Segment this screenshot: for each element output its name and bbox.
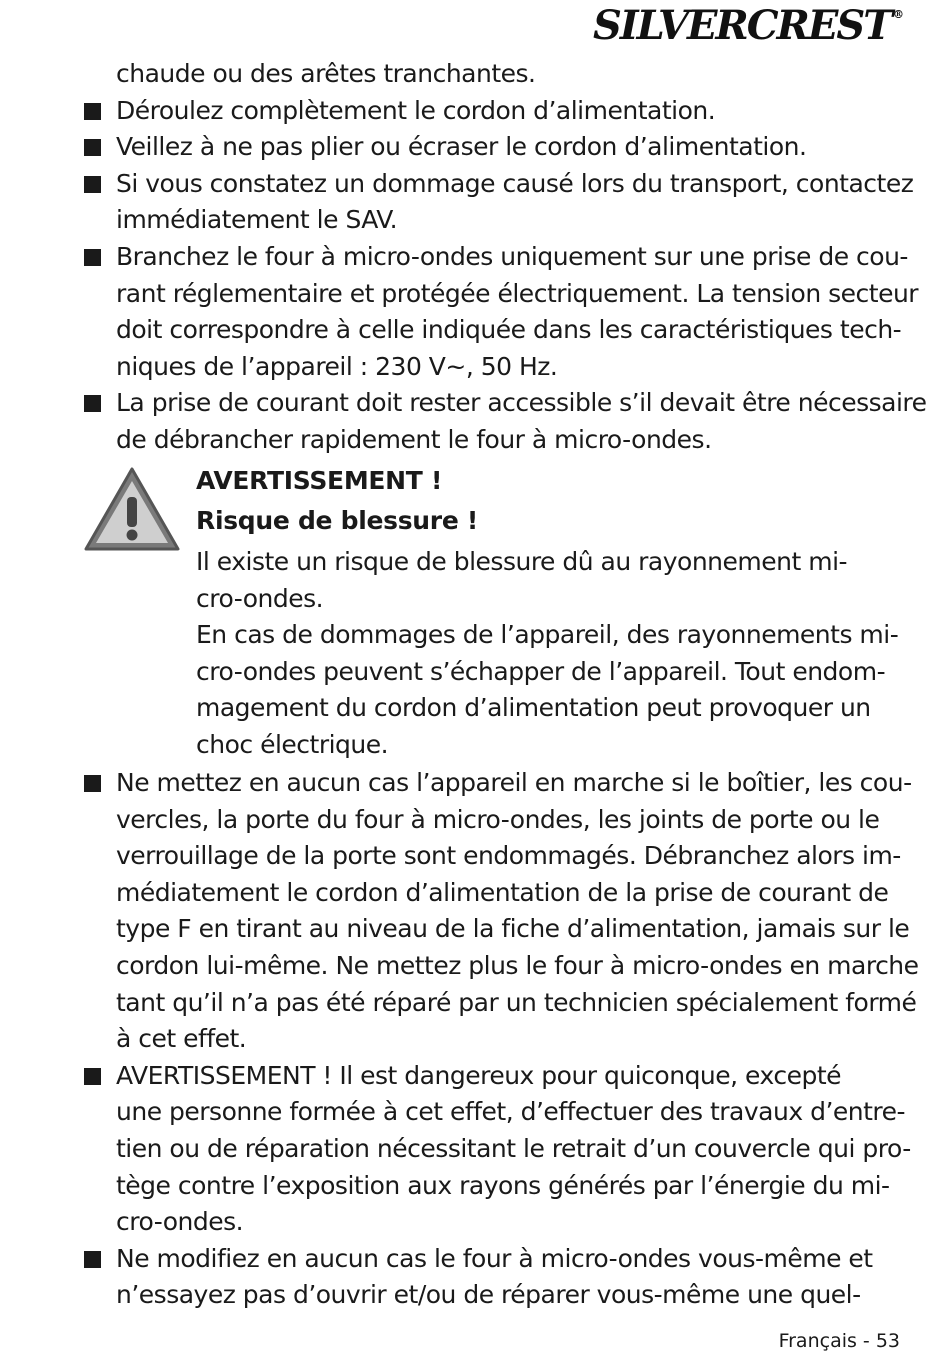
paragraph-line: immédiatement le SAV. [116, 205, 398, 235]
bullet-icon [84, 395, 101, 412]
paragraph-line: chaude ou des arêtes tranchantes. [116, 59, 536, 88]
paragraph-line: type F en tirant au niveau de la fiche d’alimentation, jamais sur le [116, 914, 910, 944]
paragraph-line: La prise de courant doit rester accessible s’il devait être nécessaire [116, 388, 927, 418]
paragraph-line: n’essayez pas d’ouvrir et/ou de réparer vous-même une quel- [116, 1280, 861, 1310]
bullet-icon [84, 249, 101, 266]
paragraph-line: tège contre l’exposition aux rayons générés par l’énergie du mi- [116, 1170, 890, 1200]
paragraph-line: cro-ondes. [116, 1207, 244, 1237]
bullet-icon [84, 139, 101, 156]
page-number: Français - 53 [778, 1330, 900, 1352]
brand-logo-text: SILVERCREST [593, 2, 891, 49]
paragraph-line: Ne mettez en aucun cas l’appareil en marche si le boîtier, les cou- [116, 768, 912, 797]
paragraph-line: Ne modifiez en aucun cas le four à micro-ondes vous-même et [116, 1243, 873, 1273]
warning-subtitle: Risque de blessure ! [196, 506, 478, 535]
bullet-icon [84, 103, 101, 120]
paragraph-line: rant réglementaire et protégée électriquement. La tension secteur [116, 278, 919, 308]
paragraph-line: médiatement le cordon d’alimentation de la prise de courant de [116, 877, 889, 907]
warning-line: En cas de dommages de l’appareil, des rayonnements mi- [196, 620, 899, 650]
warning-line: Il existe un risque de blessure dû au rayonnement mi- [196, 547, 848, 576]
bullet-icon [84, 1251, 101, 1268]
warning-line: cro-ondes. [196, 583, 324, 613]
paragraph-line: doit correspondre à celle indiquée dans les caractéristiques tech- [116, 315, 902, 345]
paragraph-line: tant qu’il n’a pas été réparé par un technicien spécialement formé [116, 987, 917, 1017]
warning-line: magement du cordon d’alimentation peut provoquer un [196, 693, 871, 723]
bullet-icon [84, 176, 101, 193]
paragraph-line: Veillez à ne pas plier ou écraser le cordon d’alimentation. [116, 132, 807, 162]
paragraph-line: Si vous constatez un dommage causé lors du transport, contactez [116, 168, 914, 198]
paragraph-line: verrouillage de la porte sont endommagés. Débranchez alors im- [116, 841, 901, 871]
paragraph-line: de débrancher rapidement le four à micro-ondes. [116, 425, 712, 454]
bullet-icon [84, 775, 101, 792]
warning-line: cro-ondes peuvent s’échapper de l’appareil. Tout endom- [196, 656, 886, 686]
warning-triangle-icon [82, 465, 182, 553]
warning-title: AVERTISSEMENT ! [196, 466, 443, 495]
paragraph-line: cordon lui-même. Ne mettez plus le four à micro-ondes en marche [116, 951, 919, 980]
warning-line: choc électrique. [196, 730, 389, 759]
paragraph-line: tien ou de réparation nécessitant le retrait d’un couvercle qui pro- [116, 1134, 911, 1163]
bullet-icon [84, 1068, 101, 1085]
paragraph-line: à cet effet. [116, 1024, 247, 1054]
paragraph-line: niques de l’appareil : 230 V~, 50 Hz. [116, 351, 558, 381]
paragraph-line: une personne formée à cet effet, d’effectuer des travaux d’entre- [116, 1097, 906, 1127]
paragraph-line: Branchez le four à micro-ondes uniquement sur une prise de cou- [116, 242, 908, 271]
paragraph-line: vercles, la porte du four à micro-ondes, les joints de porte ou le [116, 804, 880, 834]
paragraph-line: AVERTISSEMENT ! Il est dangereux pour quiconque, excepté [116, 1060, 842, 1090]
registered-mark: ® [893, 8, 902, 21]
brand-logo [593, 2, 902, 49]
paragraph-line: Déroulez complètement le cordon d’alimentation. [116, 95, 716, 125]
